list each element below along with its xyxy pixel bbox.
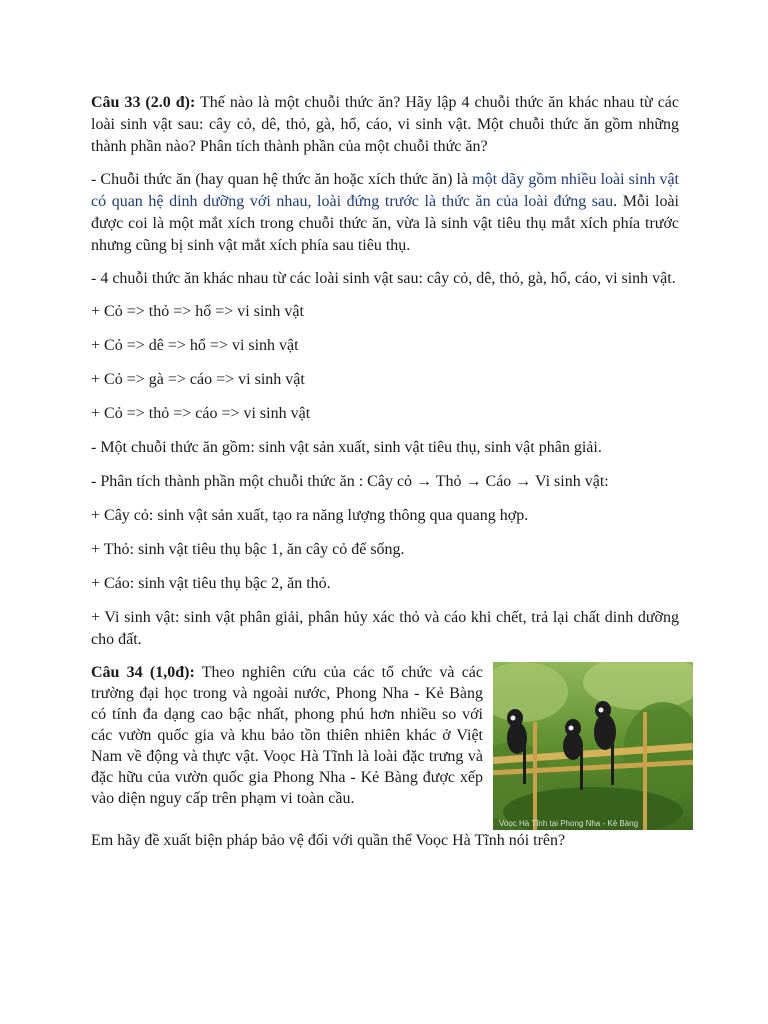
analysis-consumer-1: + Thỏ: sinh vật tiêu thụ bậc 1, ăn cây cỏ để sống. (91, 541, 405, 558)
food-chain-1: + Cỏ => thỏ => hổ => vi sinh vật (91, 303, 304, 320)
q34-question: Em hãy đề xuất biện pháp bảo vệ đối với quần thể Voọc Hà Tĩnh nói trên? (91, 832, 566, 849)
q34-label: Câu 34 (1,0đ): (91, 664, 195, 681)
q33-question-text: Thế nào là một chuỗi thức ăn? Hãy lập 4 chuỗi thức ăn khác nhau từ các loài sinh vật sau: cây cỏ, dê, thỏ, gà, hổ, cáo, vi sinh vật. Một chuỗi thức ăn gồm những thành phần nào? Phân tích thành phần của một chuỗi thức ăn? (91, 94, 680, 155)
q33-label: Câu 33 (2.0 đ): (91, 94, 196, 111)
photo-caption: Voọc Hà Tĩnh tại Phong Nha - Kẻ Bàng (499, 819, 639, 828)
analysis-decomposer: + Vi sinh vật: sinh vật phân giải, phân hủy xác thỏ và cáo khi chết, trả lại chất dinh dưỡng cho đất. (91, 609, 679, 648)
q33-definition-link[interactable]: một dãy gồm nhiều loài sinh vật có quan hệ dinh dưỡng với nhau, loài đứng trước là thức ăn của loài đứng sau (91, 171, 679, 210)
document-page (91, 92, 679, 863)
food-chain-2: + Cỏ => dê => hổ => vi sinh vật (91, 337, 299, 354)
q33-components: - Một chuỗi thức ăn gồm: sinh vật sản xuất, sinh vật tiêu thụ, sinh vật phân giải. (91, 439, 602, 456)
q33-question (91, 92, 679, 158)
q33-chains-intro: - 4 chuỗi thức ăn khác nhau từ các loài sinh vật sau: cây cỏ, dê, thỏ, gà, hổ, cáo, vi sinh vật. (91, 270, 676, 287)
analysis-consumer-2: + Cáo: sinh vật tiêu thụ bậc 2, ăn thỏ. (91, 575, 331, 592)
q33-definition (91, 169, 679, 257)
q34-body: Theo nghiên cứu của các tổ chức và các trường đại học trong và ngoài nước, Phong Nha - Kẻ Bàng có tính đa dạng cao bậc nhất, phong phú hơn nhiều so với các vườn quốc gia và khu bảo tồn thiên nhiên khác ở Việt Nam về động và thực vật. Voọc Hà Tĩnh là loài đặc trưng và đặc hữu của vườn quốc gia Phong Nha - Kẻ Bàng được xếp vào diện nguy cấp trên phạm vi toàn cầu. (91, 664, 483, 807)
q33-analysis-intro: - Phân tích thành phần một chuỗi thức ăn : Cây cỏ → Thỏ → Cáo → Vi sinh vật: (91, 473, 609, 490)
q33-definition-end: . Mỗi loài được coi là một mắt xích trong chuỗi thức ăn, vừa là sinh vật tiêu thụ mắt xích phía trước nhưng cũng bị sinh vật mắt xích phía sau tiêu thụ. (91, 193, 679, 254)
analysis-producer: + Cây cỏ: sinh vật sản xuất, tạo ra năng lượng thông qua quang hợp. (91, 507, 529, 524)
q33-definition-start: - Chuỗi thức ăn (hay quan hệ thức ăn hoặc xích thức ăn) là (91, 171, 473, 188)
food-chain-4: + Cỏ => thỏ => cáo => vi sinh vật (91, 405, 311, 422)
q34-text (91, 662, 483, 809)
langur-illustration (493, 662, 693, 830)
q34-block (91, 662, 679, 830)
langur-photo (493, 662, 693, 830)
food-chain-3: + Cỏ => gà => cáo => vi sinh vật (91, 371, 305, 388)
